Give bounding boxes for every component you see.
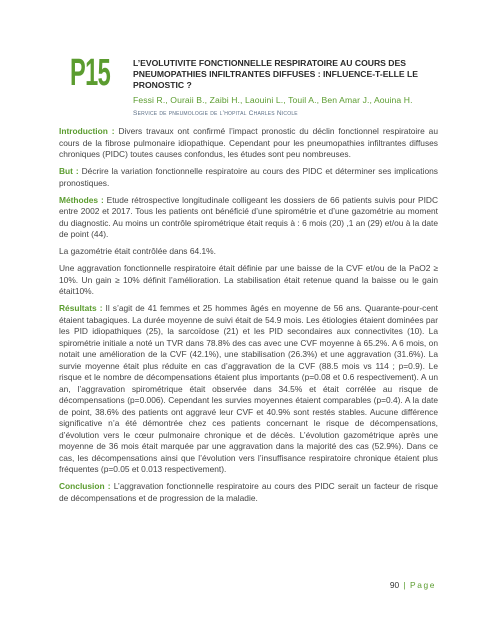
section-text: Une aggravation fonctionnelle respiratoire était définie par une baisse de la CVF et/ou de la PaO2 ≥ 10%. Un gain ≥ 10% définit l’amélioration. La stabilisation était retenue quand la baisse ou le gain était10%. xyxy=(59,263,438,296)
section-text: Il s’agit de 41 femmes et 25 hommes âgés en moyenne de 56 ans. Quarante-pour-cent étaient tabagiques. La durée moyenne de suivi était de 54.9 mois. Les étiologies étaient dominées par les PID idiopathiques (25), la sarcoïdose (21) et les PID secondaires aux connectivites (10). La spirométrie initiale a noté un TVR dans 78.8% des cas avec une CVF moyenne à 65.2%. A 6 mois, on notait une amélioration de la CVF (42.1%), une stabilisation (26.3%) et une aggravation (31.6%). La survie moyenne était plus réduite en cas d’aggravation de la CVF (88.5 mois vs 114 ; p=0.9). Le risque et le nombre de décompensations étaient plus importants (p=0.08 et 0.6 respectivement). A un an, l’aggravation spirométrique était observée dans 34.5% et était corrélée au risque de décompensations (p=0.006). Cependant les survies moyennes étaient comparables (p=0.4). A la date de point, 38.6% des patients ont aggravé leur CVF et 40.9% sont restés stables. Aucune différence significative n’a été démontrée chez ces patients concernant le risque de décompensations, d’évolution vers le cœur pulmonaire chronique et de décès. L’évolution gazométrique après une moyenne de 36 mois était marquée par une aggravation dans la majorité des cas (52.9%). Dans ce cas, les décompensations ainsi que l’évolution vers l’insuffisance respiratoire chronique étaient plus fréquentes (p=0.05 et 0.013 respectivement). xyxy=(59,303,438,474)
section-methodes xyxy=(59,195,438,241)
abstract-body xyxy=(59,126,438,510)
section-label: Méthodes : xyxy=(59,194,104,205)
abstract-title: L’EVOLUTIVITE FONCTIONNELLE RESPIRATOIRE AU COURS DES PNEUMOPATHIES INFILTRANTES DIFFUSES : INFLUENCE-T-ELLE LE PRONOSTIC ? xyxy=(133,58,419,90)
section-text: La gazométrie était contrôlée dans 64.1%. xyxy=(59,246,216,256)
section-label: Conclusion : xyxy=(59,481,111,491)
author-list: Fessi R., Ouraii B., Zaibi H., Laouini L., Touil A., Ben Amar J., Aouina H. xyxy=(133,95,413,105)
paragraph-gazometrie xyxy=(59,246,438,258)
section-but xyxy=(59,166,438,189)
section-text: Décrire la variation fonctionnelle respiratoire au cours des PIDC et déterminer ses implications pronostiques. xyxy=(59,166,438,188)
section-resultats xyxy=(59,303,438,476)
section-text: Etude rétrospective longitudinale colligeant les dossiers de 66 patients suivis pour PIDC entre 2002 et 2017. Tous les patients ont bénéficié d’une spirométrie et d’une gazométrie au moment du diagnostic. Au moins un contrôle spirométrique était requis à : 6 mois (20) ,1 an (29) et/ou à la date de point (44). xyxy=(59,194,438,239)
affiliation: Service de pneumologie de l’hopital Charles Nicole xyxy=(133,110,298,117)
section-label: Résultats : xyxy=(59,303,103,313)
paragraph-definition xyxy=(59,263,438,298)
page-number: 90 xyxy=(389,580,400,590)
abstract-header xyxy=(133,58,433,117)
section-text: Divers travaux ont confirmé l’impact pronostic du déclin fonctionnel respiratoire au cours de la fibrose pulmonaire idiopathique. Cependant pour les pneumopathies infiltrantes diffuses chroniques (PIDC) toutes causes confondus, les études sont peu nombreuses. xyxy=(59,126,438,159)
section-label: But : xyxy=(59,166,79,176)
section-conclusion xyxy=(59,481,438,504)
section-text: L’aggravation fonctionnelle respiratoire au cours des PIDC serait un facteur de risque de décompensations et de progression de la maladie. xyxy=(59,481,438,503)
section-introduction xyxy=(59,126,438,161)
footer-separator: | xyxy=(403,580,406,590)
poster-number-badge: P15 xyxy=(70,52,111,94)
section-label: Introduction : xyxy=(59,126,115,136)
page-footer xyxy=(390,580,436,590)
page-word: Page xyxy=(410,580,436,590)
